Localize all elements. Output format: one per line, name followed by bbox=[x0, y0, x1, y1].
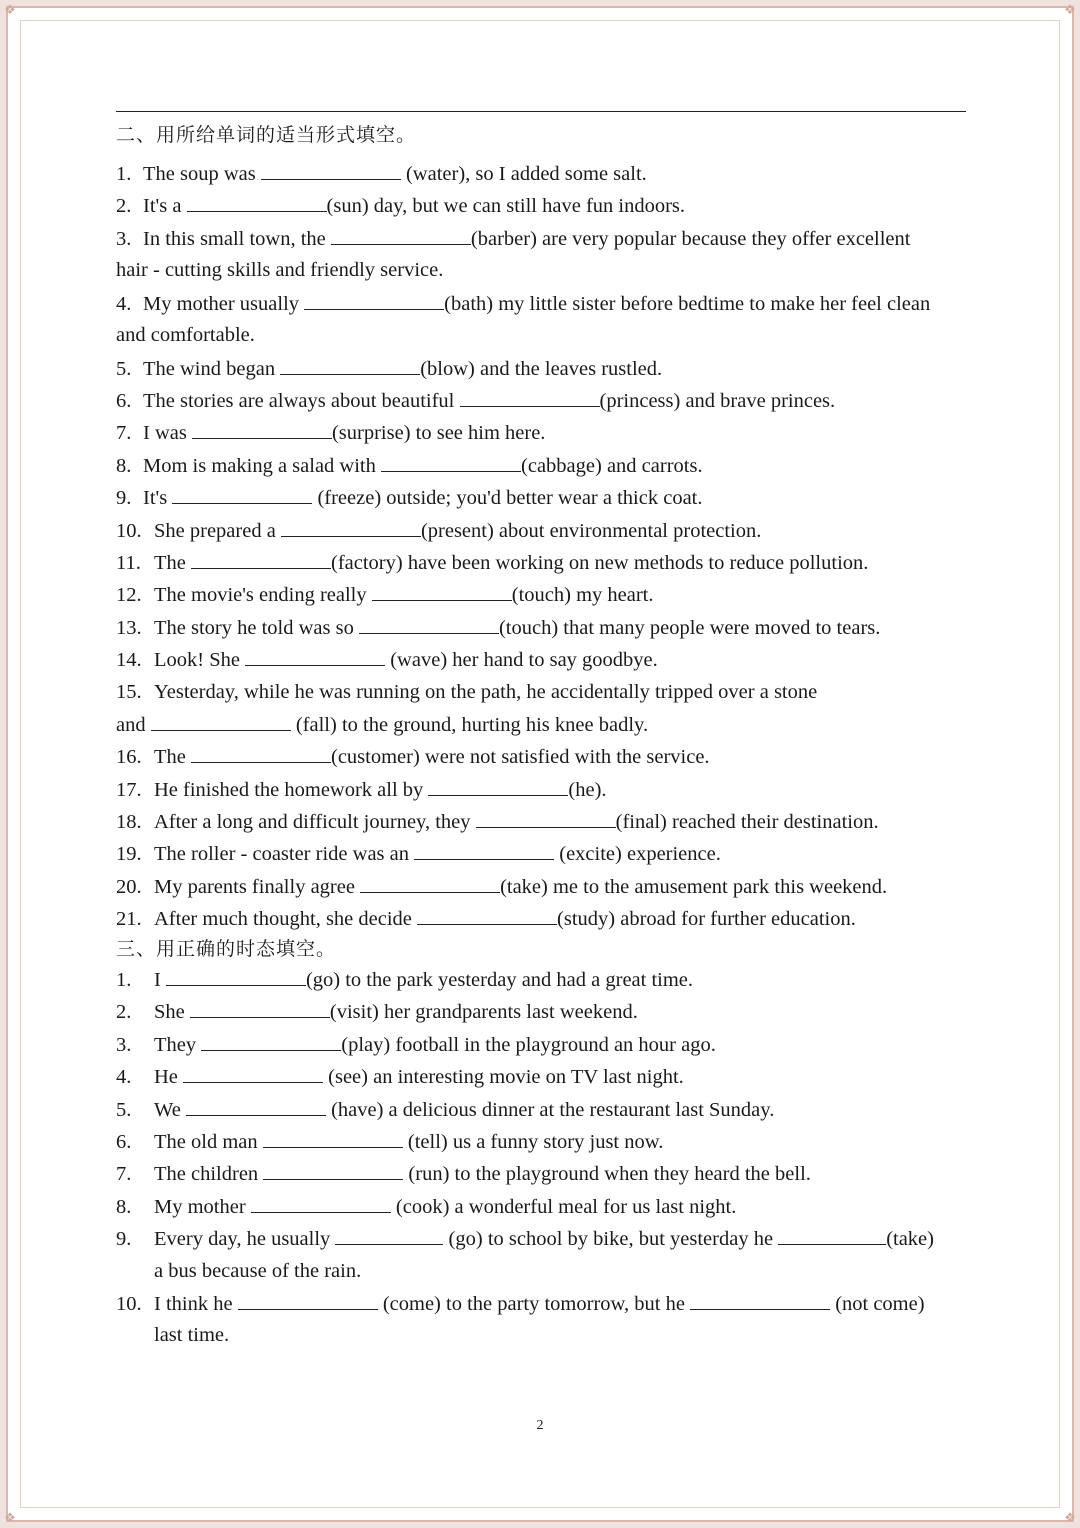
question-line bbox=[116, 778, 986, 802]
question-line bbox=[116, 842, 986, 866]
question-text: She bbox=[154, 1001, 185, 1023]
question-text: (take) bbox=[886, 1228, 934, 1250]
question-text: (barber) are very popular because they offer excellent bbox=[470, 228, 911, 250]
question-text: It's a bbox=[143, 195, 182, 217]
question-line bbox=[116, 1065, 986, 1089]
question-text: (excite) experience. bbox=[559, 843, 721, 865]
question-line bbox=[116, 194, 986, 218]
question-number: 5. bbox=[116, 1099, 132, 1121]
question-number: 21. bbox=[116, 908, 142, 930]
question-number: 13. bbox=[116, 617, 142, 639]
question-number: 15. bbox=[116, 681, 142, 703]
question-line bbox=[116, 162, 986, 186]
question-number: 17. bbox=[116, 779, 142, 801]
question-text: (touch) my heart. bbox=[511, 584, 654, 606]
question-number: 10. bbox=[116, 1293, 142, 1315]
question-line bbox=[116, 1162, 986, 1186]
question-text: (blow) and the leaves rustled. bbox=[420, 358, 663, 380]
answer-blank[interactable] bbox=[183, 1065, 323, 1083]
question-line bbox=[116, 1195, 986, 1219]
question-number: 4. bbox=[116, 1066, 132, 1088]
question-continuation: hair - cutting skills and friendly service. bbox=[116, 259, 444, 281]
answer-blank[interactable] bbox=[690, 1292, 830, 1310]
answer-blank[interactable] bbox=[201, 1033, 341, 1051]
question-line bbox=[116, 227, 986, 251]
question-text: (wave) her hand to say goodbye. bbox=[390, 649, 658, 671]
question-text: (sun) day, but we can still have fun indoors. bbox=[326, 195, 686, 217]
answer-blank[interactable] bbox=[190, 1000, 330, 1018]
question-text: We bbox=[154, 1099, 181, 1121]
answer-blank[interactable] bbox=[245, 648, 385, 666]
question-text: (fall) to the ground, hurting his knee badly. bbox=[295, 714, 649, 736]
question-text: (present) about environmental protection. bbox=[420, 520, 762, 542]
question-line bbox=[116, 519, 986, 543]
question-line bbox=[116, 875, 986, 899]
question-text: The stories are always about beautiful bbox=[143, 390, 455, 412]
question-line bbox=[116, 583, 986, 607]
question-line bbox=[116, 551, 986, 575]
question-text: The wind began bbox=[143, 358, 276, 380]
question-continuation: a bus because of the rain. bbox=[154, 1260, 362, 1282]
question-text: (princess) and brave princes. bbox=[599, 390, 836, 412]
answer-blank[interactable] bbox=[428, 778, 568, 796]
question-line bbox=[116, 389, 986, 413]
question-text: (see) an interesting movie on TV last night. bbox=[328, 1066, 684, 1088]
section2-title: 二、用所给单词的适当形式填空。 bbox=[116, 124, 417, 146]
answer-blank[interactable] bbox=[372, 583, 512, 601]
question-text: He bbox=[154, 1066, 178, 1088]
question-number: 3. bbox=[116, 228, 132, 250]
answer-blank[interactable] bbox=[186, 1098, 326, 1116]
page-number: 2 bbox=[536, 1418, 544, 1433]
answer-blank[interactable] bbox=[263, 1162, 403, 1180]
question-text: The soup was bbox=[143, 163, 256, 185]
question-number: 10. bbox=[116, 520, 142, 542]
question-continuation bbox=[116, 713, 986, 737]
question-line bbox=[116, 648, 986, 672]
answer-blank[interactable] bbox=[335, 1227, 443, 1245]
question-number: 19. bbox=[116, 843, 142, 865]
question-text: (have) a delicious dinner at the restaurant last Sunday. bbox=[331, 1099, 775, 1121]
question-text: It's bbox=[143, 487, 168, 509]
question-line bbox=[116, 968, 986, 992]
answer-blank[interactable] bbox=[151, 713, 291, 731]
answer-blank[interactable] bbox=[192, 421, 332, 439]
question-text: She prepared a bbox=[154, 520, 276, 542]
question-number: 6. bbox=[116, 1131, 132, 1153]
question-number: 6. bbox=[116, 390, 132, 412]
question-number: 11. bbox=[116, 552, 141, 574]
question-text: and bbox=[116, 714, 146, 736]
answer-blank[interactable] bbox=[778, 1227, 886, 1245]
question-line bbox=[116, 810, 986, 834]
question-line bbox=[116, 681, 986, 704]
question-text: In this small town, the bbox=[143, 228, 326, 250]
question-text: Every day, he usually bbox=[154, 1228, 331, 1250]
question-text: (customer) were not satisfied with the service. bbox=[331, 746, 710, 768]
question-text: I was bbox=[143, 422, 187, 444]
question-text: The bbox=[154, 746, 186, 768]
question-text: (tell) us a funny story just now. bbox=[407, 1131, 664, 1153]
answer-blank[interactable] bbox=[304, 292, 444, 310]
question-line bbox=[116, 616, 986, 640]
question-text: The bbox=[154, 552, 186, 574]
question-text: (factory) have been working on new methods to reduce pollution. bbox=[331, 552, 869, 574]
corner-ornament-icon: ❖ bbox=[1064, 2, 1076, 17]
question-text: (study) abroad for further education. bbox=[557, 908, 856, 930]
answer-blank[interactable] bbox=[191, 551, 331, 569]
question-line bbox=[116, 357, 986, 381]
answer-blank[interactable] bbox=[263, 1130, 403, 1148]
question-text: The roller - coaster ride was an bbox=[154, 843, 409, 865]
question-text: (bath) my little sister before bedtime to make her feel clean bbox=[444, 293, 931, 315]
corner-ornament-icon: ❖ bbox=[1064, 1510, 1076, 1525]
question-line bbox=[116, 1033, 986, 1057]
question-text: (play) football in the playground an hour ago. bbox=[341, 1034, 716, 1056]
question-line bbox=[116, 454, 986, 478]
question-text: The children bbox=[154, 1163, 259, 1185]
question-text: He finished the homework all by bbox=[154, 779, 424, 801]
answer-blank[interactable] bbox=[191, 745, 331, 763]
answer-blank[interactable] bbox=[251, 1195, 391, 1213]
question-line bbox=[116, 1000, 986, 1024]
question-line bbox=[116, 1098, 986, 1122]
question-continuation: and comfortable. bbox=[116, 324, 255, 346]
question-text: Yesterday, while he was running on the path, he accidentally tripped over a stone bbox=[154, 681, 818, 703]
question-text: The movie's ending really bbox=[154, 584, 367, 606]
question-number: 14. bbox=[116, 649, 142, 671]
answer-blank[interactable] bbox=[280, 357, 420, 375]
answer-blank[interactable] bbox=[417, 907, 557, 925]
question-text: (final) reached their destination. bbox=[615, 811, 879, 833]
question-number: 4. bbox=[116, 293, 132, 315]
question-line bbox=[116, 421, 986, 445]
question-number: 3. bbox=[116, 1034, 132, 1056]
question-text: After a long and difficult journey, they bbox=[154, 811, 471, 833]
answer-blank[interactable] bbox=[360, 875, 500, 893]
question-line bbox=[116, 486, 986, 510]
question-text: (go) to the park yesterday and had a great time. bbox=[305, 969, 694, 991]
question-number: 8. bbox=[116, 455, 132, 477]
question-number: 18. bbox=[116, 811, 142, 833]
question-text: They bbox=[154, 1034, 197, 1056]
question-line bbox=[116, 292, 986, 316]
question-line bbox=[116, 1292, 986, 1316]
question-text: (take) me to the amusement park this weekend. bbox=[500, 876, 888, 898]
section3-title: 三、用正确的时态填空。 bbox=[116, 938, 337, 960]
question-text: (run) to the playground when they heard the bell. bbox=[408, 1163, 811, 1185]
question-line bbox=[116, 745, 986, 769]
question-text: (cabbage) and carrots. bbox=[521, 455, 703, 477]
question-text: Mom is making a salad with bbox=[143, 455, 376, 477]
answer-blank[interactable] bbox=[381, 454, 521, 472]
answer-blank[interactable] bbox=[238, 1292, 378, 1310]
answer-blank[interactable] bbox=[172, 486, 312, 504]
corner-ornament-icon: ❖ bbox=[4, 2, 16, 17]
question-continuation: last time. bbox=[154, 1324, 230, 1346]
header-rule bbox=[116, 111, 966, 112]
question-number: 5. bbox=[116, 358, 132, 380]
question-text: My mother bbox=[154, 1196, 246, 1218]
answer-blank[interactable] bbox=[331, 227, 471, 245]
question-line bbox=[116, 1130, 986, 1154]
question-text: My parents finally agree bbox=[154, 876, 355, 898]
question-text: I bbox=[154, 969, 161, 991]
answer-blank[interactable] bbox=[460, 389, 600, 407]
question-text: My mother usually bbox=[143, 293, 300, 315]
question-text: The old man bbox=[154, 1131, 258, 1153]
question-number: 12. bbox=[116, 584, 142, 606]
question-text: (touch) that many people were moved to tears. bbox=[498, 617, 881, 639]
answer-blank[interactable] bbox=[414, 842, 554, 860]
corner-ornament-icon: ❖ bbox=[4, 1510, 16, 1525]
question-number: 1. bbox=[116, 163, 132, 185]
question-number: 9. bbox=[116, 487, 132, 509]
question-number: 7. bbox=[116, 422, 132, 444]
question-text: I think he bbox=[154, 1293, 233, 1315]
question-number: 1. bbox=[116, 969, 132, 991]
question-number: 9. bbox=[116, 1228, 132, 1250]
question-number: 20. bbox=[116, 876, 142, 898]
answer-blank[interactable] bbox=[261, 162, 401, 180]
question-number: 7. bbox=[116, 1163, 132, 1185]
question-text: (go) to school by bike, but yesterday he bbox=[448, 1228, 774, 1250]
question-number: 2. bbox=[116, 1001, 132, 1023]
question-text: (come) to the party tomorrow, but he bbox=[382, 1293, 685, 1315]
answer-blank[interactable] bbox=[476, 810, 616, 828]
question-number: 2. bbox=[116, 195, 132, 217]
question-text: (cook) a wonderful meal for us last night. bbox=[395, 1196, 737, 1218]
answer-blank[interactable] bbox=[166, 968, 306, 986]
question-number: 8. bbox=[116, 1196, 132, 1218]
question-text: The story he told was so bbox=[154, 617, 354, 639]
question-text: (not come) bbox=[835, 1293, 925, 1315]
question-line bbox=[116, 907, 986, 931]
question-text: (visit) her grandparents last weekend. bbox=[329, 1001, 638, 1023]
question-text: After much thought, she decide bbox=[154, 908, 412, 930]
answer-blank[interactable] bbox=[281, 519, 421, 537]
question-text: (he). bbox=[568, 779, 607, 801]
question-text: (freeze) outside; you'd better wear a thick coat. bbox=[317, 487, 703, 509]
question-number: 16. bbox=[116, 746, 142, 768]
answer-blank[interactable] bbox=[359, 616, 499, 634]
question-text: Look! She bbox=[154, 649, 240, 671]
question-text: (water), so I added some salt. bbox=[405, 163, 647, 185]
question-line bbox=[116, 1227, 986, 1251]
answer-blank[interactable] bbox=[187, 194, 327, 212]
question-text: (surprise) to see him here. bbox=[331, 422, 546, 444]
